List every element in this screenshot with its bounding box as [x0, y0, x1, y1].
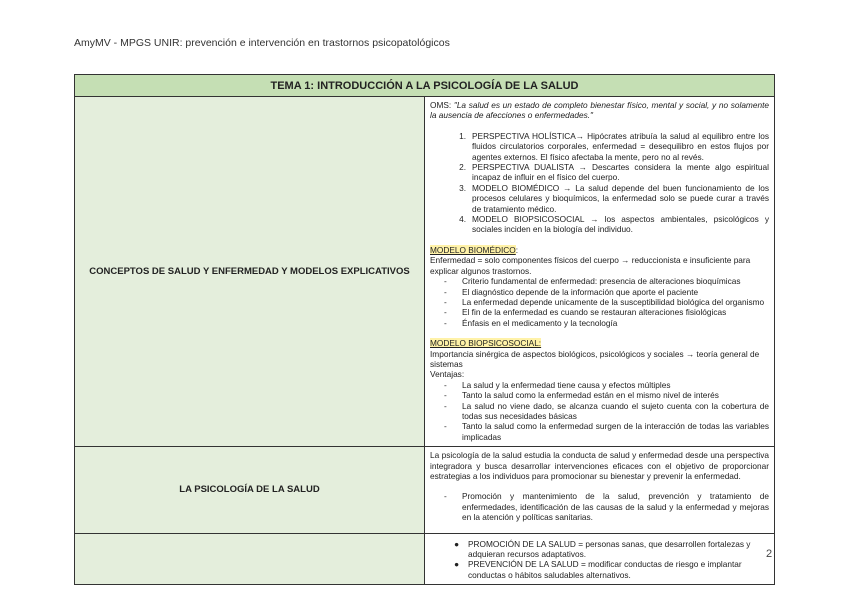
list-item: - Tanto la salud como la enfermedad están en el mismo nivel de interés	[444, 390, 769, 400]
table-row	[75, 447, 775, 533]
list-item: - La enfermedad depende unicamente de la susceptibilidad biológica del organismo	[444, 297, 769, 307]
list-text: MODELO BIOMÉDICO → La salud depende del buen funcionamiento de los procesos celulares y bioquímicos, la enfermedad solo se puede curar a través de tratamiento médico.	[472, 182, 769, 214]
list-text: PERSPECTIVA HOLÍSTICA→ Hipócrates atribuía la salud al equilibro entre los fluidos circulatorios corporales, enfermedad = desequilibro en estos flujos por agentes externos. El físico afectaba la mente, pero no al revés.	[472, 130, 769, 162]
row-content-psicologia	[425, 447, 775, 533]
list-item: ● PROMOCIÓN DE LA SALUD = personas sanas, que desarrollen fortalezas y adquieran recursos adaptativos.	[454, 539, 769, 560]
list-text: El diagnóstico depende de la información que aporte el paciente	[462, 286, 699, 297]
perspectives-list	[430, 131, 769, 235]
list-item: - La salud no viene dado, se alcanza cuando el sujeto cuenta con la cobertura de todas sus necesidades básicas	[444, 400, 769, 421]
list-item: - El fin de la enfermedad es cuando se restauran alteraciones fisiológicas	[444, 307, 769, 317]
list-text: La salud no viene dado, se alcanza cuando el sujeto cuenta con la cobertura de todas sus necesidades básicas	[462, 400, 769, 421]
list-number: 3.	[459, 182, 466, 193]
oms-definition	[430, 100, 769, 121]
document-header: AmyMV - MPGS UNIR: prevención e intervención en trastornos psicopatológicos	[74, 37, 450, 49]
list-text: MODELO BIOPSICOSOCIAL → los aspectos ambientales, psicológicos y sociales inciden en la biología del individuo.	[472, 214, 769, 235]
biomedico-heading-line	[430, 245, 769, 255]
row-label-psicologia: LA PSICOLOGÍA DE LA SALUD	[75, 447, 425, 533]
biomedico-intro: Enfermedad = solo componentes físicos del cuerpo → reduccionista e insuficiente para explicar algunos trastornos.	[430, 255, 751, 276]
list-text: PREVENCIÓN DE LA SALUD = modificar conductas de riesgo e implantar conductas o hábitos saludables alternativos.	[468, 559, 742, 580]
list-item	[440, 162, 769, 183]
list-text: Tanto la salud como la enfermedad están en el mismo nivel de interés	[462, 390, 719, 401]
table-row	[75, 97, 775, 447]
list-number: 1.	[459, 130, 466, 141]
row-label-empty	[75, 533, 425, 585]
biomedico-list	[430, 276, 769, 328]
list-text: La enfermedad depende unicamente de la susceptibilidad biológica del organismo	[462, 296, 765, 307]
biopsicosocial-list	[430, 380, 769, 442]
biopsicosocial-intro: Importancia sinérgica de aspectos biológicos, psicológicos y sociales → teoría general de sistemas	[430, 348, 760, 369]
list-text: Tanto la salud como la enfermedad surgen de la interacción de todas las variables implicadas	[462, 421, 769, 442]
list-item: ● PREVENCIÓN DE LA SALUD = modificar conductas de riesgo e implantar conductas o hábitos saludables alternativos.	[454, 559, 769, 580]
table-title: TEMA 1: INTRODUCCIÓN A LA PSICOLOGÍA DE LA SALUD	[75, 75, 775, 97]
list-item: - El diagnóstico depende de la información que aporte el paciente	[444, 287, 769, 297]
biopsicosocial-heading: MODELO BIOPSICOSOCIAL:	[430, 338, 542, 349]
oms-quote: "La salud es un estado de completo bienestar físico, mental y social, y no solamente la ausencia de afecciones o enfermedades."	[430, 100, 769, 121]
list-text: El fin de la enfermedad es cuando se restauran alteraciones fisiológicas	[462, 307, 727, 318]
list-item: - Criterio fundamental de enfermedad: presencia de alteraciones bioquímicas	[444, 276, 769, 286]
list-number: 2.	[459, 162, 466, 173]
row-content-promocion	[425, 533, 775, 585]
list-item: - Tanto la salud como la enfermedad surgen de la interacción de todas las variables implicadas	[444, 421, 769, 442]
list-text: La salud y la enfermedad tiene causa y efectos múltiples	[462, 379, 671, 390]
ventajas-label: Ventajas:	[430, 369, 465, 380]
biomedico-heading: MODELO BIOMÉDICO	[430, 244, 516, 255]
list-item: - Énfasis en el medicamento y la tecnología	[444, 318, 769, 328]
biopsicosocial-heading-line	[430, 338, 769, 348]
list-item	[440, 131, 769, 162]
list-text: PROMOCIÓN DE LA SALUD = personas sanas, que desarrollen fortalezas y adquieran recursos adaptativos.	[468, 538, 751, 560]
list-item	[440, 214, 769, 235]
table-row	[75, 533, 775, 585]
list-text: Énfasis en el medicamento y la tecnología	[462, 317, 618, 328]
list-text: Criterio fundamental de enfermedad: presencia de alteraciones bioquímicas	[462, 276, 741, 287]
list-item	[440, 183, 769, 214]
list-number: 4.	[459, 214, 466, 225]
table-title-row	[75, 75, 775, 97]
heading-colon: :	[515, 244, 519, 255]
oms-prefix: OMS:	[430, 100, 454, 110]
list-item: - Promoción y mantenimiento de la salud, prevención y tratamiento de enfermedades, identificación de las causas de la salud y la enfermedad y mejoras en la atención y políticas sanitarias.	[444, 491, 769, 523]
list-item: - La salud y la enfermedad tiene causa y efectos múltiples	[444, 380, 769, 390]
list-text: Promoción y mantenimiento de la salud, prevención y tratamiento de enfermedades, identificación de las causas de la salud y la enfermedad y mejoras en la atención y políticas sanitarias.	[462, 491, 769, 523]
row-label-concepts: CONCEPTOS DE SALUD Y ENFERMEDAD Y MODELOS EXPLICATIVOS	[75, 97, 425, 447]
list-text: PERSPECTIVA DUALISTA → Descartes considera la mente algo espiritual incapaz de influir en el físico del cuerpo.	[472, 162, 769, 183]
summary-table	[74, 74, 775, 585]
row-content-concepts	[425, 97, 775, 447]
psicologia-paragraph: La psicología de la salud estudia la conducta de salud y enfermedad desde una perspectiva integradora y busca desarrollar intervenciones eficaces con el objetivo de proporcionar estrategias a los individuos para promocionar su bienestar y prevenir la enfermedad.	[430, 450, 769, 481]
page-number: 2	[766, 548, 773, 560]
